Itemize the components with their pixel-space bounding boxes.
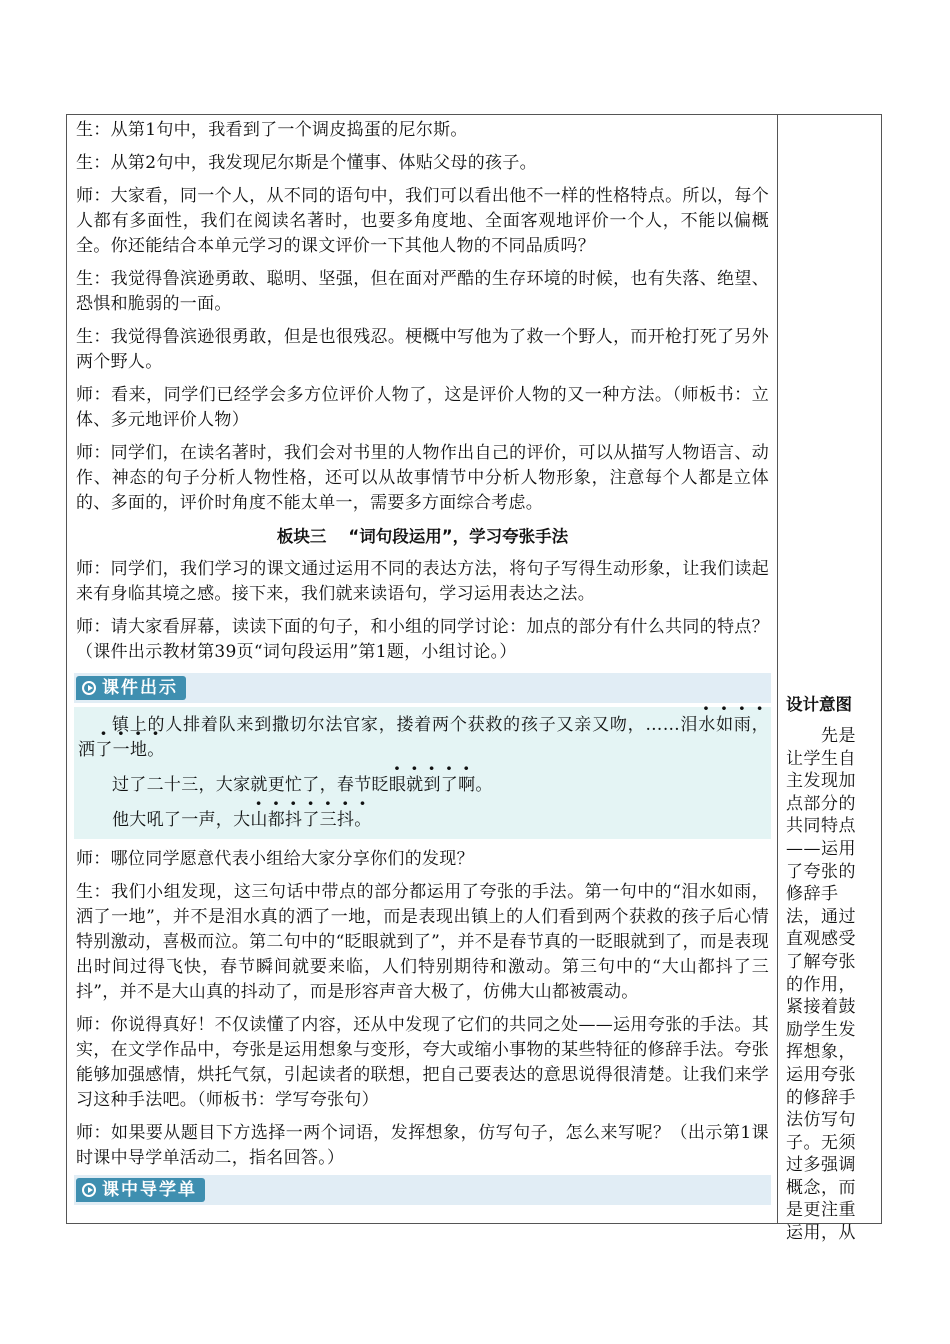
section-title: “词句段运用”，学习夸张手法 (348, 527, 569, 546)
section-part-label: 板块三 (276, 527, 327, 546)
dialogue-paragraph: 师：请大家看屏幕，读读下面的句子，和小组的同学讨论：加点的部分有什么共同的特点？（课件出示教材第39页“词句段运用”第1题，小组讨论。） (76, 617, 769, 662)
sentence-text: 。 (354, 810, 372, 830)
dialogue-paragraph: 师：大家看，同一个人，从不同的语句中，我们可以看出他不一样的性格特点。所以，每个人都有多面性，我们在阅读名著时，也要多角度地、全面客观地评价一个人，不能以偏概全。你还能结合本单元学习的课文评价一下其他人物的不同品质吗？ (76, 186, 769, 256)
example-sentence (78, 713, 769, 763)
sentence-text: 啊。 (458, 775, 493, 795)
dialogue-paragraph: 生：我觉得鲁滨逊很勇敢，但是也很残忍。梗概中写他为了救一个野人，而开枪打死了另外两个野人。 (76, 327, 769, 372)
dialogue-paragraph: 生：从第2句中，我发现尼尔斯是个懂事、体贴父母的孩子。 (76, 153, 537, 173)
dialogue-paragraph: 师：哪位同学愿意代表小组给大家分享你们的发现？ (76, 849, 474, 869)
lesson-plan-table (66, 114, 882, 1244)
worksheet-label: 课中导学单 (102, 1180, 197, 1200)
dialogue-paragraph: 师：如果要从题目下方选择一两个词语，发挥想象，仿写句子，怎么来写呢？（出示第1课时课中导学单活动二，指名回答。） (76, 1123, 769, 1168)
teaching-process-column (67, 115, 778, 1223)
worksheet-banner (74, 1175, 771, 1205)
dotted-emphasis: 大山都抖了三抖 (233, 810, 355, 830)
sentence-text: 过了二十三，大家就更忙了，春节 (112, 775, 372, 795)
dialogue-paragraph: 师：同学们，我们学习的课文通过运用不同的表达方法，将句子写得生动形象，让我们读起来有身临其境之感。接下来，我们就来读语句，学习运用表达之法。 (76, 559, 769, 604)
dialogue-paragraph: 生：我觉得鲁滨逊勇敢、聪明、坚强，但在面对严酷的生存环境的时候，也有失落、绝望、恐惧和脆弱的一面。 (76, 269, 769, 314)
dialogue-paragraph: 师：看来，同学们已经学会多方位评价人物了，这是评价人物的又一种方法。（师板书：立体、多元地评价人物） (76, 385, 769, 430)
worksheet-tab (76, 1178, 205, 1202)
courseware-banner (74, 673, 771, 703)
sentence-text: 镇上的人排着队来到撒切尔法官家，搂着两个获救的孩子又亲又吻，…… (112, 715, 681, 735)
sentence-text: 他大吼了一声， (112, 810, 234, 830)
dialogue-paragraph: 生：从第1句中，我看到了一个调皮捣蛋的尼尔斯。 (76, 120, 468, 140)
dialogue-paragraph: 师：你说得真好！不仅读懂了内容，还从中发现了它们的共同之处——运用夸张的手法。其实，在文学作品中，夸张是运用想象与变形，夸大或缩小事物的某些特征的修辞手法。夸张能够加强感情，烘托气氛，引起读者的联想，把自己要表达的意思说得很清楚。让我们来学习这种手法吧。（师板书：学写夸张句） (76, 1015, 769, 1110)
example-sentence (78, 808, 769, 833)
courseware-label: 课件出示 (102, 678, 178, 698)
section-heading (76, 524, 769, 549)
play-circle-icon (82, 681, 96, 695)
play-circle-icon (82, 1183, 96, 1197)
design-intent-title: 设计意图 (786, 695, 852, 714)
example-sentence (78, 773, 769, 798)
design-intent-text: 先是让学生自主发现加点部分的共同特点——运用了夸张的修辞手法，通过直观感受了解夸张的作用，紧接着鼓励学生发挥想象，运用夸张的修辞手法仿写句子。无须过多强调概念，而是更注重运用，从 (786, 726, 856, 1244)
courseware-tab (76, 676, 186, 700)
dialogue-paragraph: 师：同学们，在读名著时，我们会对书里的人物作出自己的评价，可以从描写人物语言、动作、神态的句子分析人物性格，还可以从故事情节中分析人物形象，注意每个人都是立体的、多面的，评价时角度不能太单一，需要多方面综合考虑。 (76, 443, 769, 513)
dotted-emphasis: 泪水如雨，洒了一地 (78, 715, 769, 760)
sentence-text: 。 (147, 740, 165, 760)
dialogue-paragraph: 生：我们小组发现，这三句话中带点的部分都运用了夸张的手法。第一句中的“泪水如雨，洒了一地”，并不是泪水真的洒了一地，而是表现出镇上的人们看到两个获救的孩子后心情特别激动，喜极而泣。第二句中的“眨眼就到了”，并不是春节真的一眨眼就到了，而是表现出时间过得飞快，春节瞬间就要来临，人们特别期待和激动。第三句中的“大山都抖了三抖”，并不是大山真的抖动了，而是形容声音大极了，仿佛大山都被震动。 (76, 882, 769, 1002)
dotted-emphasis: 眨眼就到了 (371, 775, 459, 795)
design-intent-column (778, 115, 881, 1244)
example-sentences-box (74, 707, 771, 839)
